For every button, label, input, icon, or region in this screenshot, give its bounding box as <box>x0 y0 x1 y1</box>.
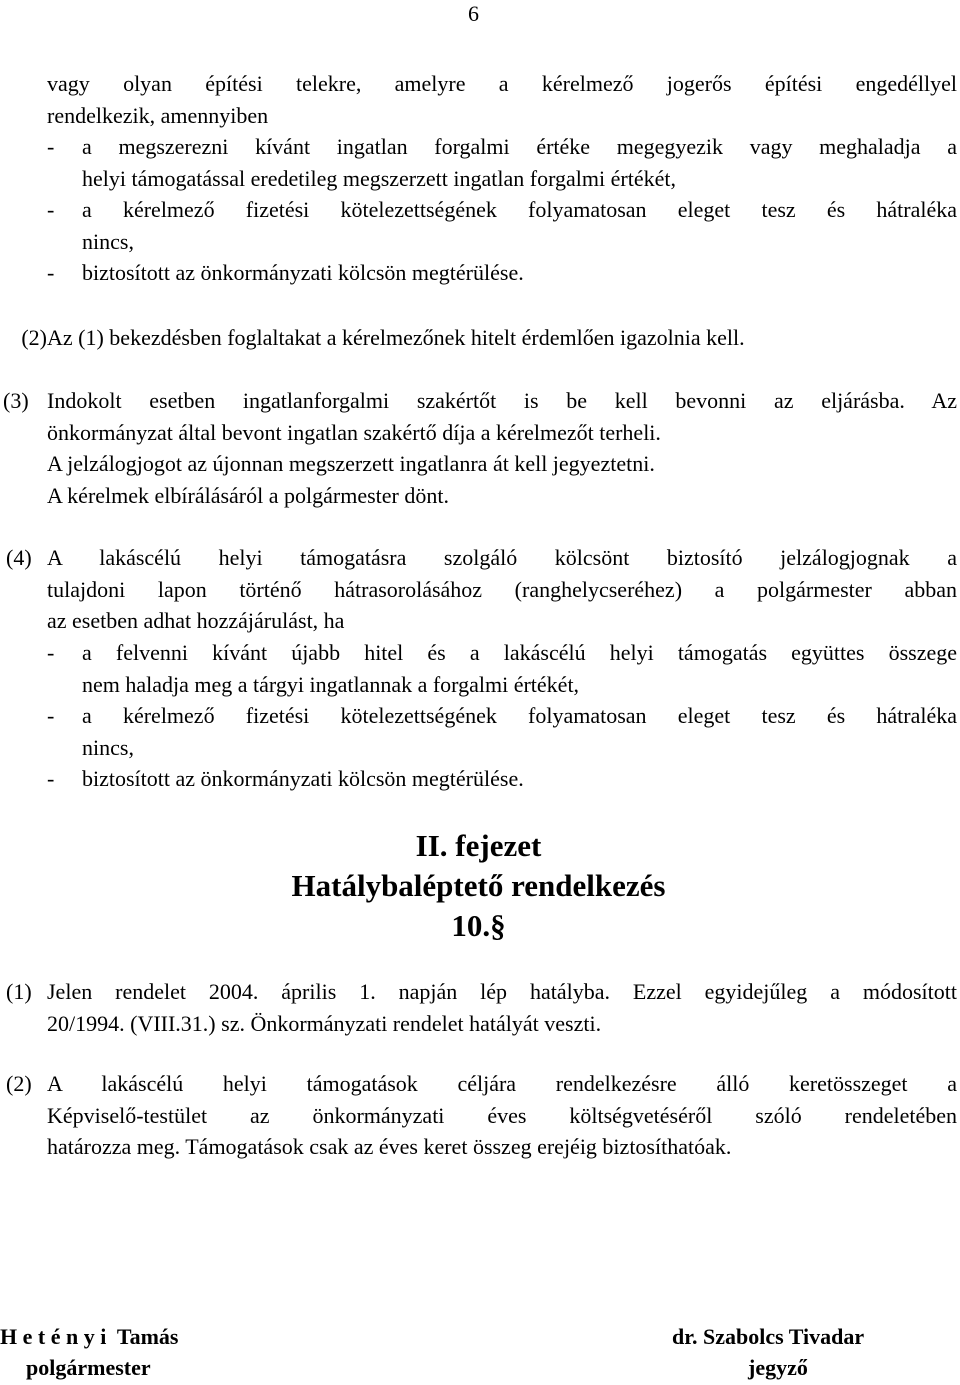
signature-left-title: polgármester <box>26 1355 151 1380</box>
final-paragraph-2-line2: Képviselő-testület az önkormányzati éves költségvetéséről szóló rendeletében <box>47 1102 957 1128</box>
dash-marker: - <box>47 197 55 222</box>
paragraph-3 <box>3 385 957 511</box>
final-paragraph-2 <box>6 1068 957 1163</box>
section-sign-icon: § <box>490 908 506 943</box>
section-number-text: 10. <box>451 908 491 943</box>
block1-line2: rendelkezik, amennyiben <box>47 102 269 128</box>
block1-item-1-line1: a megszerezni kívánt ingatlan forgalmi értéke megegyezik vagy meghaladja a <box>82 134 957 159</box>
paragraph-3-line2: önkormányzat által bevont ingatlan szakértő díja a kérelmezőt terheli. <box>47 419 661 445</box>
paragraph-4-line3: az esetben adhat hozzájárulást, ha <box>47 608 345 633</box>
paragraph-2 <box>0 322 957 354</box>
paragraph-number: (1) <box>6 979 32 1004</box>
paragraph-4-line1: A lakáscélú helyi támogatásra szolgáló kölcsönt biztosító jelzálogjognak a <box>47 545 957 570</box>
signature-right-title: jegyző <box>748 1355 808 1380</box>
paragraph-2-text <box>47 322 957 354</box>
paragraph-4-item-1-line2: nem haladja meg a tárgyi ingatlannak a forgalmi értékét, <box>82 671 580 697</box>
dash-marker: - <box>47 134 55 159</box>
final-paragraph-2-line1: A lakáscélú helyi támogatások céljára rendelkezésre álló keretösszeget a <box>47 1071 957 1096</box>
chapter-subtitle: Hatálybaléptető rendelkezés <box>291 868 666 903</box>
paragraph-3-line1: Indokolt esetben ingatlanforgalmi szakértőt is be kell bevonni az eljárásba. Az <box>47 388 957 413</box>
final-paragraph-1-line1: Jelen rendelet 2004. április 1. napján lép hatályba. Ezzel egyidejűleg a módosított <box>47 979 957 1004</box>
paragraph-4-item-3-line1: biztosított az önkormányzati kölcsön megtérülése. <box>82 766 524 791</box>
paragraph-4 <box>6 542 957 637</box>
block1-item-3 <box>47 257 957 289</box>
block1-item-2-line2: nincs, <box>82 228 134 254</box>
paragraph-4-item-1 <box>47 637 957 700</box>
block1-item-2-line1: a kérelmező fizetési kötelezettségének folyamatosan eleget tesz és hátraléka <box>82 197 957 222</box>
dash-marker: - <box>47 640 55 665</box>
block1-item-1 <box>47 131 957 194</box>
paragraph-3-line4: A kérelmek elbírálásáról a polgármester dönt. <box>47 482 449 508</box>
paragraph-number: (4) <box>6 545 32 570</box>
signature-right-name: dr. Szabolcs Tivadar <box>672 1324 865 1349</box>
dash-marker: - <box>47 260 55 285</box>
paragraph-4-item-2-line2: nincs, <box>82 734 134 760</box>
signature-left-name: H e t é n y i Tamás <box>0 1324 179 1349</box>
paragraph-3-line3: A jelzálogjogot az újonnan megszerzett ingatlanra át kell jegyeztetni. <box>47 451 655 476</box>
paragraph-number: (2) <box>6 1071 32 1096</box>
chapter-title: II. fejezet <box>415 828 542 863</box>
paragraph-4-item-1-line1: a felvenni kívánt újabb hitel és a lakáscélú helyi támogatás együttes összege <box>82 640 957 665</box>
section-number <box>0 906 957 946</box>
paragraph-4-line2: tulajdoni lapon történő hátrasorolásához (ranghelycseréhez) a polgármester abban <box>47 576 957 602</box>
paragraph-4-item-2-line1: a kérelmező fizetési kötelezettségének folyamatosan eleget tesz és hátraléka <box>82 703 957 728</box>
paragraph-2-line: Az (1) bekezdésben foglaltakat a kérelmezőnek hitelt érdemlően igazolnia kell. <box>47 325 745 350</box>
dash-marker: - <box>47 703 55 728</box>
block1-line1: vagy olyan építési telekre, amelyre a kérelmező jogerős építési engedéllyel <box>47 71 957 96</box>
block1 <box>47 68 957 131</box>
block1-item-3-line1: biztosított az önkormányzati kölcsön megtérülése. <box>82 260 524 285</box>
block1-item-1-line2: helyi támogatással eredetileg megszerzett ingatlan forgalmi értékét, <box>82 165 676 191</box>
block1-item-2 <box>47 194 957 257</box>
paragraph-4-item-2 <box>47 700 957 763</box>
page-number: 6 <box>468 1 479 26</box>
final-paragraph-1-line2: 20/1994. (VIII.31.) sz. Önkormányzati rendelet hatályát veszti. <box>47 1010 602 1036</box>
paragraph-4-item-3 <box>47 763 957 795</box>
paragraph-number: (3) <box>3 388 29 413</box>
final-paragraph-1 <box>6 976 957 1039</box>
final-paragraph-2-line3: határozza meg. Támogatások csak az éves keret összeg erejéig biztosíthatóak. <box>47 1134 732 1159</box>
dash-marker: - <box>47 766 55 791</box>
paragraph-number: (2) <box>21 325 47 350</box>
